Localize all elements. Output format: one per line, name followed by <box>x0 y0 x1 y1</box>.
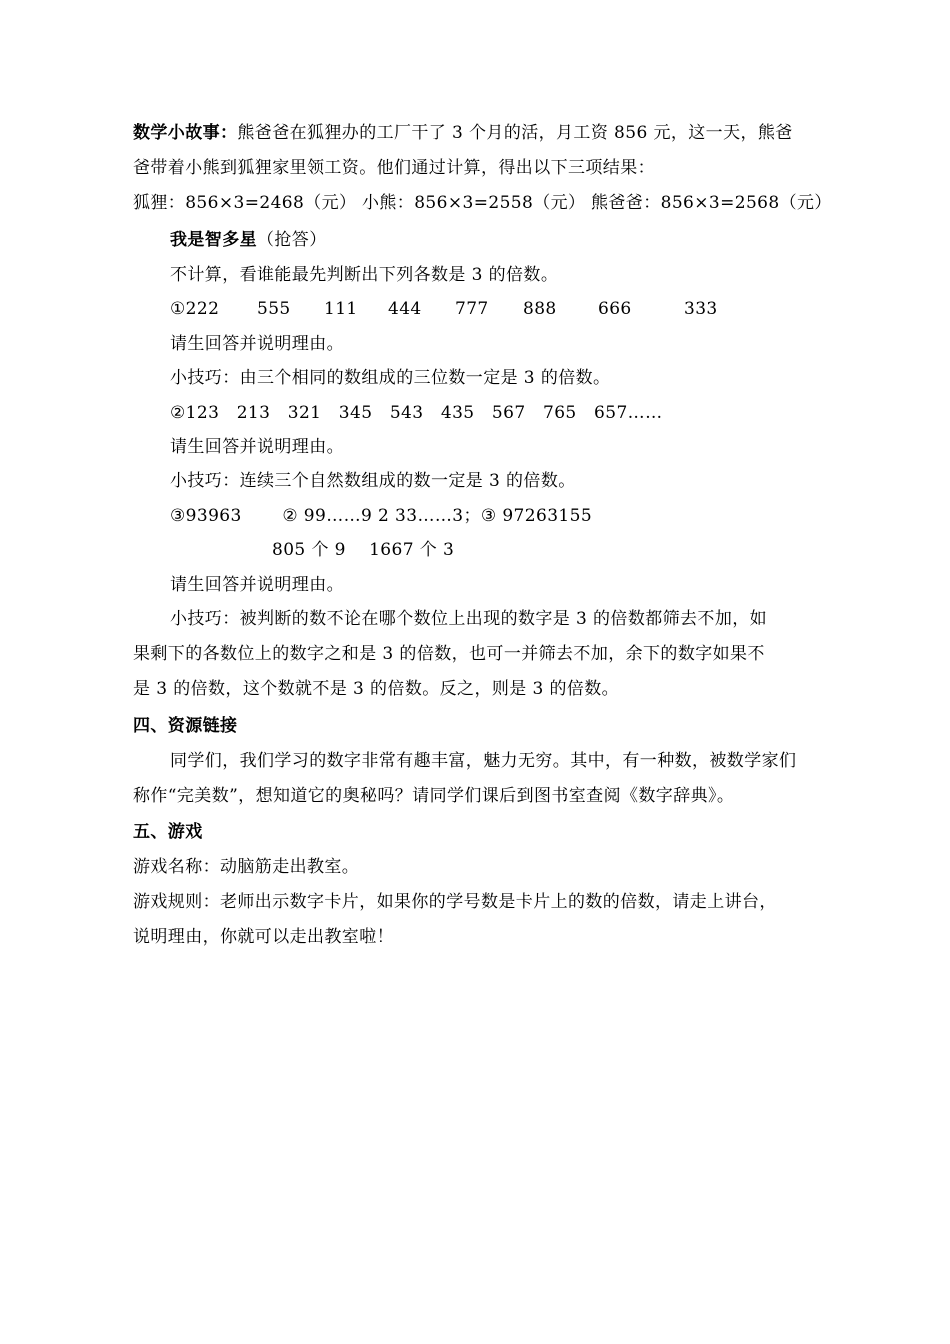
quiz-row-1-item: 777 <box>455 299 489 319</box>
quiz-title-suffix: （抢答） <box>257 230 327 250</box>
quiz-tip-3-line-2: 果剩下的各数位上的数字之和是 3 的倍数，也可一并筛去不加，余下的数字如果不 <box>133 644 765 664</box>
story-line-1 <box>133 121 793 145</box>
section-4-paragraph-1: 同学们，我们学习的数字非常有趣丰富，魅力无穷。其中，有一种数，被数学家们 <box>170 751 797 771</box>
quiz-row-1-item: 666 <box>598 299 632 319</box>
quiz-row-2: ②123 213 321 345 543 435 567 765 657…… <box>170 403 663 423</box>
game-rule-line-2: 说明理由，你就可以走出教室啦！ <box>133 927 394 947</box>
quiz-tip-1: 小技巧：由三个相同的数组成的三位数一定是 3 的倍数。 <box>170 368 611 388</box>
quiz-row-1-item: 444 <box>388 299 422 319</box>
quiz-answer-1: 请生回答并说明理由。 <box>170 334 344 354</box>
game-name: 游戏名称：动脑筋走出教室。 <box>133 857 360 877</box>
quiz-title: 我是智多星 <box>170 230 257 250</box>
quiz-tip-2: 小技巧：连续三个自然数组成的数一定是 3 的倍数。 <box>170 471 576 491</box>
quiz-row-1-item: 555 <box>257 299 291 319</box>
story-text-1: 熊爸爸在狐狸办的工厂干了 3 个月的活，月工资 856 元，这一天，熊爸 <box>237 123 793 143</box>
quiz-instruction: 不计算，看谁能最先判断出下列各数是 3 的倍数。 <box>170 265 559 285</box>
section-5-heading: 五、游戏 <box>133 822 203 842</box>
quiz-answer-3: 请生回答并说明理由。 <box>170 575 344 595</box>
quiz-row-3-sub: 805 个 9 1667 个 3 <box>272 540 455 560</box>
quiz-tip-3-line-1: 小技巧：被判断的数不论在哪个数位上出现的数字是 3 的倍数都筛去不加，如 <box>170 609 768 629</box>
quiz-row-1 <box>170 297 770 321</box>
story-line-2: 爸带着小熊到狐狸家里领工资。他们通过计算，得出以下三项结果： <box>133 158 655 178</box>
quiz-row-1-item: 111 <box>324 299 358 319</box>
story-cub-result: 小熊：856×3=2558（元） <box>362 193 586 213</box>
game-rule-line-1: 游戏规则：老师出示数字卡片，如果你的学号数是卡片上的数的倍数，请走上讲台， <box>133 892 777 912</box>
quiz-tip-3-line-3: 是 3 的倍数，这个数就不是 3 的倍数。反之，则是 3 的倍数。 <box>133 679 620 699</box>
section-4-heading: 四、资源链接 <box>133 716 238 736</box>
story-fox-result: 狐狸：856×3=2468（元） <box>133 193 357 213</box>
section-4-paragraph-2: 称作“完美数”，想知道它的奥秘吗？请同学们课后到图书室查阅《数字辞典》。 <box>133 786 735 806</box>
quiz-answer-2: 请生回答并说明理由。 <box>170 437 344 457</box>
story-label: 数学小故事： <box>133 123 238 143</box>
quiz-row-3: ③93963 ② 99……9 2 33……3；③ 97263155 <box>170 506 593 526</box>
quiz-row-1-item: 888 <box>523 299 557 319</box>
quiz-row-1-item: 333 <box>684 299 718 319</box>
story-papa-result: 熊爸爸：856×3=2568（元） <box>591 193 832 213</box>
quiz-title-line <box>170 228 327 252</box>
quiz-row-1-item: ①222 <box>170 299 220 319</box>
